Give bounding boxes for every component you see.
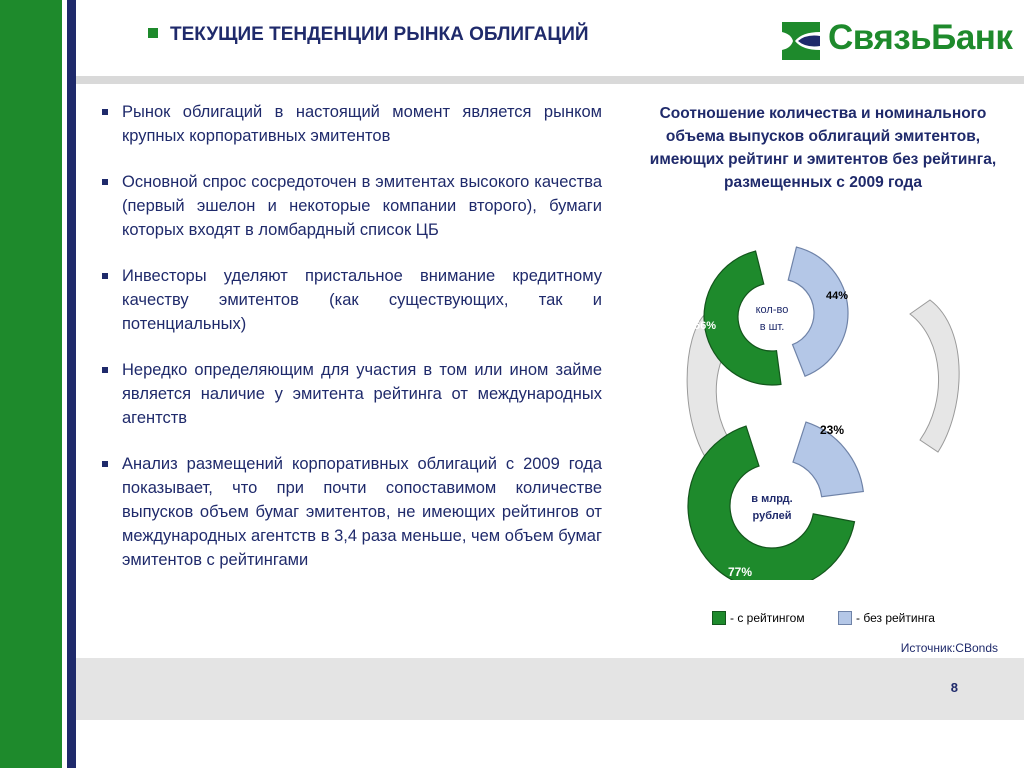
bullet-marker [102,109,108,115]
bank-logo-text: СвязьБанк [828,18,1013,57]
legend-label: - без рейтинга [856,611,935,625]
donut-charts [660,240,980,580]
donut-chart-volume [688,422,863,580]
footer-band [76,658,1024,720]
bullet-item [102,358,602,430]
donut-center-label: в млрд. [751,493,793,505]
header-divider [76,76,1024,84]
source-note: Источник:CBonds [900,641,998,655]
bank-logo-icon [778,18,824,64]
title-square-icon [148,28,158,38]
chart-title: Соотношение количества и номинального объема выпусков облигаций эмитентов, имеющих рейтинг и эмитентов без рейтинга, размещенных с 2009 года [649,105,997,191]
bullet-marker [102,461,108,467]
donut-center-label: в шт. [759,321,785,333]
slice-percent-label: 23% [820,423,845,437]
donut-center-label: кол-во [755,304,789,316]
legend-swatch [712,611,726,625]
bullet-marker [102,367,108,373]
left-navy-bar [67,0,76,768]
bullet-list [102,100,602,594]
bullet-text: Основной спрос сосредоточен в эмитентах высокого качества (первый эшелон и некоторые компании второго), бумаги которых входят в ломбардный список ЦБ [122,173,602,239]
slice-percent-label: 44% [826,290,849,302]
slide-title [148,24,589,46]
bullet-text: Анализ размещений корпоративных облигаций с 2009 года показывает, что при почти сопоставимом количестве выпусков объем бумаг эмитентов, не имеющих рейтингов от международных агентств в 3,4 раза меньше, чем объем бумаг эмитентов с рейтингами [122,455,602,569]
slice-percent-label: 77% [728,565,753,579]
bullet-item [102,264,602,336]
legend-item-unrated [838,611,935,626]
right-cycle-arrow [910,300,959,452]
legend-label: - с рейтингом [730,611,805,625]
bullet-item [102,100,602,148]
legend-swatch [838,611,852,625]
bullet-marker [102,273,108,279]
legend-item-rated [712,611,805,626]
bullet-marker [102,179,108,185]
bullet-text: Нередко определяющим для участия в том или ином займе является наличие у эмитента рейтинга от международных агентств [122,361,602,427]
left-green-bar [0,0,62,768]
bullet-item [102,170,602,242]
slice-percent-label: 56% [694,320,717,332]
bullet-text: Рынок облигаций в настоящий момент является рынком крупных корпоративных эмитентов [122,103,602,145]
donut-center-label: рублей [752,510,792,522]
slice-unrated [788,247,848,376]
page-number: 8 [950,680,958,695]
bullet-item [102,452,602,572]
bank-logo [778,16,1013,64]
bullet-text: Инвесторы уделяют пристальное внимание кредитному качеству эмитентов (как существующих, так и потенциальных) [122,267,602,333]
slide-title-text: ТЕКУЩИЕ ТЕНДЕНЦИИ РЫНКА ОБЛИГАЦИЙ [170,24,589,45]
